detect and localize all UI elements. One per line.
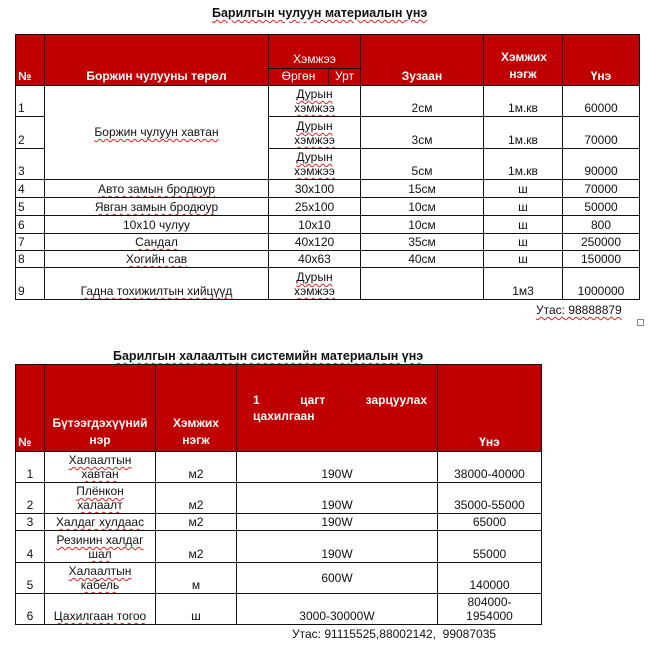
row-price: 38000-40000	[438, 452, 542, 483]
row-thickness: 3см	[361, 117, 484, 149]
row-size: 30x100	[269, 180, 361, 198]
table-row	[16, 452, 542, 483]
header-no: №	[16, 365, 45, 452]
row-thickness: 40см	[361, 251, 484, 268]
table-row	[16, 180, 640, 198]
row-size: 40x120	[269, 234, 361, 251]
header-unit: Хэмжих нэгж	[156, 365, 237, 452]
table-row	[16, 234, 640, 251]
row-price: 1000000	[563, 268, 640, 300]
header-price: Үнэ	[438, 365, 542, 452]
row-no: 3	[16, 149, 45, 180]
row-name: Гадна тохижилтын хийцүүд	[45, 268, 269, 300]
row-no: 8	[16, 251, 45, 268]
row-unit: 1м3	[484, 268, 563, 300]
row-no: 7	[16, 234, 45, 251]
table-row	[16, 251, 640, 268]
row-name: Плёнкон халаалт	[45, 483, 156, 514]
row-unit: 1м.кв	[484, 86, 563, 117]
row-price: 804000- 1954000	[438, 594, 542, 625]
row-price: 70000	[563, 180, 640, 198]
row-power: 600W	[237, 563, 438, 594]
row-unit: 1м.кв	[484, 149, 563, 180]
row-power: 190W	[237, 452, 438, 483]
stone-phone: Утас: 98888879	[536, 303, 622, 317]
row-unit: м	[156, 563, 237, 594]
row-size: Дурын хэмжээ	[269, 86, 361, 117]
row-thickness: 15см	[361, 180, 484, 198]
row-thickness: 5см	[361, 149, 484, 180]
stone-table-title: Барилгын чулуун материалын үнэ	[212, 6, 428, 20]
row-name: 10x10 чулуу	[45, 216, 269, 234]
row-unit: м2	[156, 514, 237, 531]
row-price: 35000-55000	[438, 483, 542, 514]
header-size: Хэмжээ	[269, 35, 361, 69]
row-size: 40x63	[269, 251, 361, 268]
row-no: 2	[16, 483, 45, 514]
row-price: 60000	[563, 86, 640, 117]
row-size: Дурын хэмжээ	[269, 117, 361, 149]
row-no: 5	[16, 198, 45, 216]
row-power: 190W	[237, 531, 438, 563]
table-row	[16, 594, 542, 625]
header-power: 1 цагт зарцуулах цахилгаан	[237, 365, 438, 452]
stone-price-table	[15, 34, 640, 300]
row-price: 70000	[563, 117, 640, 149]
row-name: Халаалтын хавтан	[45, 452, 156, 483]
row-no: 4	[16, 180, 45, 198]
row-size: Дурын хэмжээ	[269, 268, 361, 300]
row-no: 3	[16, 514, 45, 531]
row-thickness	[361, 268, 484, 300]
row-price: 250000	[563, 234, 640, 251]
header-price: Үнэ	[563, 35, 640, 86]
table-row	[16, 531, 542, 563]
row-power: 3000-30000W	[237, 594, 438, 625]
row-name: Цахилгаан тогоо	[45, 594, 156, 625]
row-name: Халаалтын кабель	[45, 563, 156, 594]
row-name: Сандал	[45, 234, 269, 251]
row-thickness: 35см	[361, 234, 484, 251]
row-price: 90000	[563, 149, 640, 180]
row-name: Явган замын бродюур	[45, 198, 269, 216]
row-power: 190W	[237, 483, 438, 514]
row-unit: ш	[484, 180, 563, 198]
paragraph-marker-icon	[637, 319, 644, 326]
row-size: 25x100	[269, 198, 361, 216]
header-product-name: Бүтээгдэхүүний нэр	[45, 365, 156, 452]
row-price: 65000	[438, 514, 542, 531]
row-no: 1	[16, 86, 45, 117]
row-thickness: 2см	[361, 86, 484, 117]
row-thickness: 10см	[361, 216, 484, 234]
row-name: Боржин чулуун хавтан	[45, 86, 269, 180]
header-thickness: Зузаан	[361, 35, 484, 86]
header-width: Өргөн	[269, 69, 329, 86]
row-no: 6	[16, 216, 45, 234]
row-no: 4	[16, 531, 45, 563]
row-unit: ш	[484, 198, 563, 216]
header-no: №	[16, 35, 45, 86]
row-size: Дурын хэмжээ	[269, 149, 361, 180]
row-name: Авто замын бродюур	[45, 180, 269, 198]
table-row	[16, 563, 542, 594]
row-price: 50000	[563, 198, 640, 216]
row-unit: м2	[156, 483, 237, 514]
row-price: 800	[563, 216, 640, 234]
table-row	[16, 514, 542, 531]
row-unit: ш	[156, 594, 237, 625]
row-power: 190W	[237, 514, 438, 531]
header-unit: Хэмжих нэгж	[484, 35, 563, 86]
header-length: Урт	[329, 69, 361, 86]
row-unit: 1м.кв	[484, 117, 563, 149]
heating-price-table	[15, 364, 542, 625]
row-unit: ш	[484, 234, 563, 251]
row-thickness: 10см	[361, 198, 484, 216]
header-stone-type: Боржин чулууны төрөл	[45, 35, 269, 86]
row-unit: м2	[156, 531, 237, 563]
table-row	[16, 268, 640, 300]
row-price: 140000	[438, 563, 542, 594]
row-unit: ш	[484, 251, 563, 268]
row-price: 150000	[563, 251, 640, 268]
row-unit: ш	[484, 216, 563, 234]
row-name: Хогийн сав	[45, 251, 269, 268]
row-size: 10x10	[269, 216, 361, 234]
row-no: 1	[16, 452, 45, 483]
table-row	[16, 483, 542, 514]
row-no: 5	[16, 563, 45, 594]
table-row	[16, 86, 640, 117]
heating-table-title: Барилгын халаалтын системийн материалын үнэ	[113, 349, 424, 363]
row-no: 6	[16, 594, 45, 625]
row-no: 9	[16, 268, 45, 300]
row-name: Халдаг хулдаас	[45, 514, 156, 531]
row-unit: м2	[156, 452, 237, 483]
heating-phone: Утас: 91115525,88002142, 99087035	[292, 627, 497, 641]
table-row	[16, 216, 640, 234]
row-name: Резинин халдаг шал	[45, 531, 156, 563]
table-row	[16, 198, 640, 216]
row-no: 2	[16, 117, 45, 149]
row-price: 55000	[438, 531, 542, 563]
